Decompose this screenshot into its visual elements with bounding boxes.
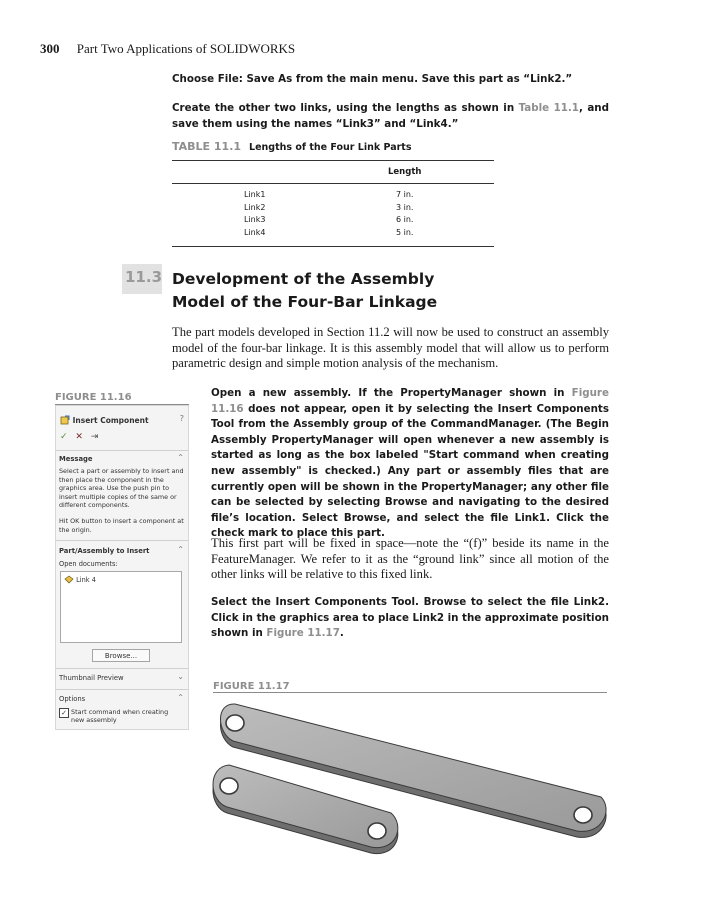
table-row bbox=[172, 215, 494, 228]
instruction-text: Select the Insert Components Tool. Browse to select the file Link2. Click in the graphics area to place Link2 in the approximate position shown in bbox=[211, 596, 609, 639]
link1-hole-left bbox=[226, 715, 244, 731]
table-label: TABLE 11.1 bbox=[172, 140, 242, 153]
start-command-option[interactable] bbox=[59, 708, 187, 725]
panel-divider bbox=[56, 450, 188, 451]
panel-divider bbox=[56, 689, 188, 690]
options-header[interactable]: Options bbox=[59, 695, 86, 703]
link1-hole-right bbox=[574, 807, 592, 823]
insert-component-propertymanager bbox=[55, 405, 189, 730]
thumbnail-expand-icon[interactable]: ⌄ bbox=[177, 672, 184, 681]
options-collapse-icon[interactable]: ⌃ bbox=[177, 693, 184, 702]
help-icon[interactable]: ? bbox=[179, 414, 184, 423]
table-row bbox=[172, 190, 494, 203]
part-title: Part Two Applications of SOLIDWORKS bbox=[76, 41, 296, 56]
thumbnail-preview-header[interactable]: Thumbnail Preview bbox=[59, 674, 124, 682]
figure-11-16-reference[interactable]: Figure 11.16 bbox=[211, 387, 609, 415]
figure-11-17-reference[interactable]: Figure 11.17 bbox=[266, 627, 340, 639]
link-name-cell: Link3 bbox=[244, 215, 266, 224]
table-caption bbox=[172, 140, 411, 153]
instruction-text: does not appear, open it by selecting the Insert Components Tool from the Assembly group of the CommandManager. (The Begin Assembly PropertyManager will open whenever a new assembly is started as long as the box labeled "Start command when creating new assembly" is checked.) Any part or assembly files that are currently open will be shown in the PropertyManager; any other file can be selected by selecting Browse and navigating to the desired file’s location. Select Browse, and select the file Link1. Click the check mark to place this part. bbox=[211, 402, 609, 540]
table-reference-link[interactable]: Table 11.1 bbox=[518, 102, 579, 114]
panel-divider bbox=[56, 540, 188, 541]
figure-11-17-label: FIGURE 11.17 bbox=[213, 681, 290, 692]
instruction-text: Open a new assembly. If the PropertyManager shown in bbox=[211, 387, 572, 399]
table-body bbox=[172, 184, 494, 246]
part-collapse-icon[interactable]: ⌃ bbox=[177, 545, 184, 554]
instruction-open-assembly bbox=[211, 386, 609, 542]
open-documents-label: Open documents: bbox=[59, 560, 118, 568]
figure-rule bbox=[213, 692, 607, 693]
table-row bbox=[172, 203, 494, 216]
link-length-cell: 7 in. bbox=[396, 190, 414, 199]
panel-divider bbox=[56, 668, 188, 669]
ok-check-icon[interactable]: ✓ bbox=[60, 432, 68, 442]
section-title bbox=[172, 268, 532, 314]
instruction-create-links bbox=[172, 101, 609, 132]
panel-title-row bbox=[60, 415, 149, 425]
figure-11-17-links-illustration bbox=[205, 697, 625, 897]
push-pin-icon[interactable]: ⇥ bbox=[90, 432, 99, 442]
panel-toolbar bbox=[60, 432, 98, 442]
section-intro-paragraph: The part models developed in Section 11.2 will now be used to construct an assembly model of the four-bar linkage. It is this assembly model that will allow us to perform parametric design and simple motion analysis of the mechanism. bbox=[172, 325, 609, 370]
column-header-length: Length bbox=[388, 167, 422, 177]
table-header-row bbox=[172, 161, 494, 184]
instruction-text: , and save them using the names “Link3” and “Link4.” bbox=[172, 102, 609, 130]
link2-hole-left bbox=[220, 778, 238, 794]
instruction-text: Create the other two links, using the lengths as shown in bbox=[172, 102, 519, 114]
link-length-cell: 3 in. bbox=[396, 202, 414, 212]
part-assembly-header[interactable]: Part/Assembly to Insert bbox=[59, 547, 150, 555]
ground-link-paragraph: This first part will be fixed in space—note the “(f)” beside its name in the FeatureManager. We refer to it as the “ground link” since all motion of the other links will be relative to this fixed link. bbox=[211, 536, 609, 581]
link-name-cell: Link1 bbox=[244, 190, 266, 199]
page-number: 300 bbox=[40, 41, 60, 56]
insert-component-icon bbox=[60, 415, 70, 425]
instruction-insert-link2 bbox=[211, 595, 609, 642]
section-title-line1: Development of the Assembly bbox=[172, 270, 435, 288]
table-title: Lengths of the Four Link Parts bbox=[249, 142, 412, 153]
section-number: 11.3 bbox=[125, 268, 163, 286]
link-length-cell: 6 in. bbox=[396, 215, 414, 224]
running-header bbox=[40, 41, 295, 57]
start-command-checkbox[interactable]: ✓ bbox=[59, 708, 69, 718]
message-header[interactable]: Message bbox=[59, 455, 93, 463]
link-length-cell: 5 in. bbox=[396, 227, 414, 237]
list-item[interactable] bbox=[64, 575, 96, 584]
message-text: Select a part or assembly to insert and then place the component in the graphics area. Use the push pin to insert multiple copies of the same or different components. bbox=[59, 467, 184, 510]
table-row bbox=[172, 228, 494, 241]
figure-11-16-label: FIGURE 11.16 bbox=[55, 392, 132, 403]
link2-hole-right bbox=[368, 823, 386, 839]
open-documents-list[interactable] bbox=[60, 571, 182, 643]
start-command-label: Start command when creating new assembly bbox=[71, 708, 169, 725]
instruction-save-link2: Choose File: Save As from the main menu. Save this part as “Link2.” bbox=[172, 73, 573, 85]
instruction-text: . bbox=[339, 627, 344, 639]
link-name-cell: Link2 bbox=[244, 202, 266, 212]
message-collapse-icon[interactable]: ⌃ bbox=[177, 453, 184, 462]
link-lengths-table bbox=[172, 160, 494, 247]
cancel-x-icon[interactable]: ✕ bbox=[75, 432, 83, 442]
message-text-ok: Hit OK button to insert a component at the origin. bbox=[59, 517, 184, 534]
browse-button[interactable]: Browse... bbox=[92, 649, 150, 662]
part-icon bbox=[64, 575, 74, 584]
link-name-cell: Link4 bbox=[244, 227, 266, 237]
open-document-name: Link 4 bbox=[76, 576, 96, 584]
panel-title: Insert Component bbox=[72, 416, 149, 425]
section-title-line2: Model of the Four-Bar Linkage bbox=[172, 293, 438, 311]
